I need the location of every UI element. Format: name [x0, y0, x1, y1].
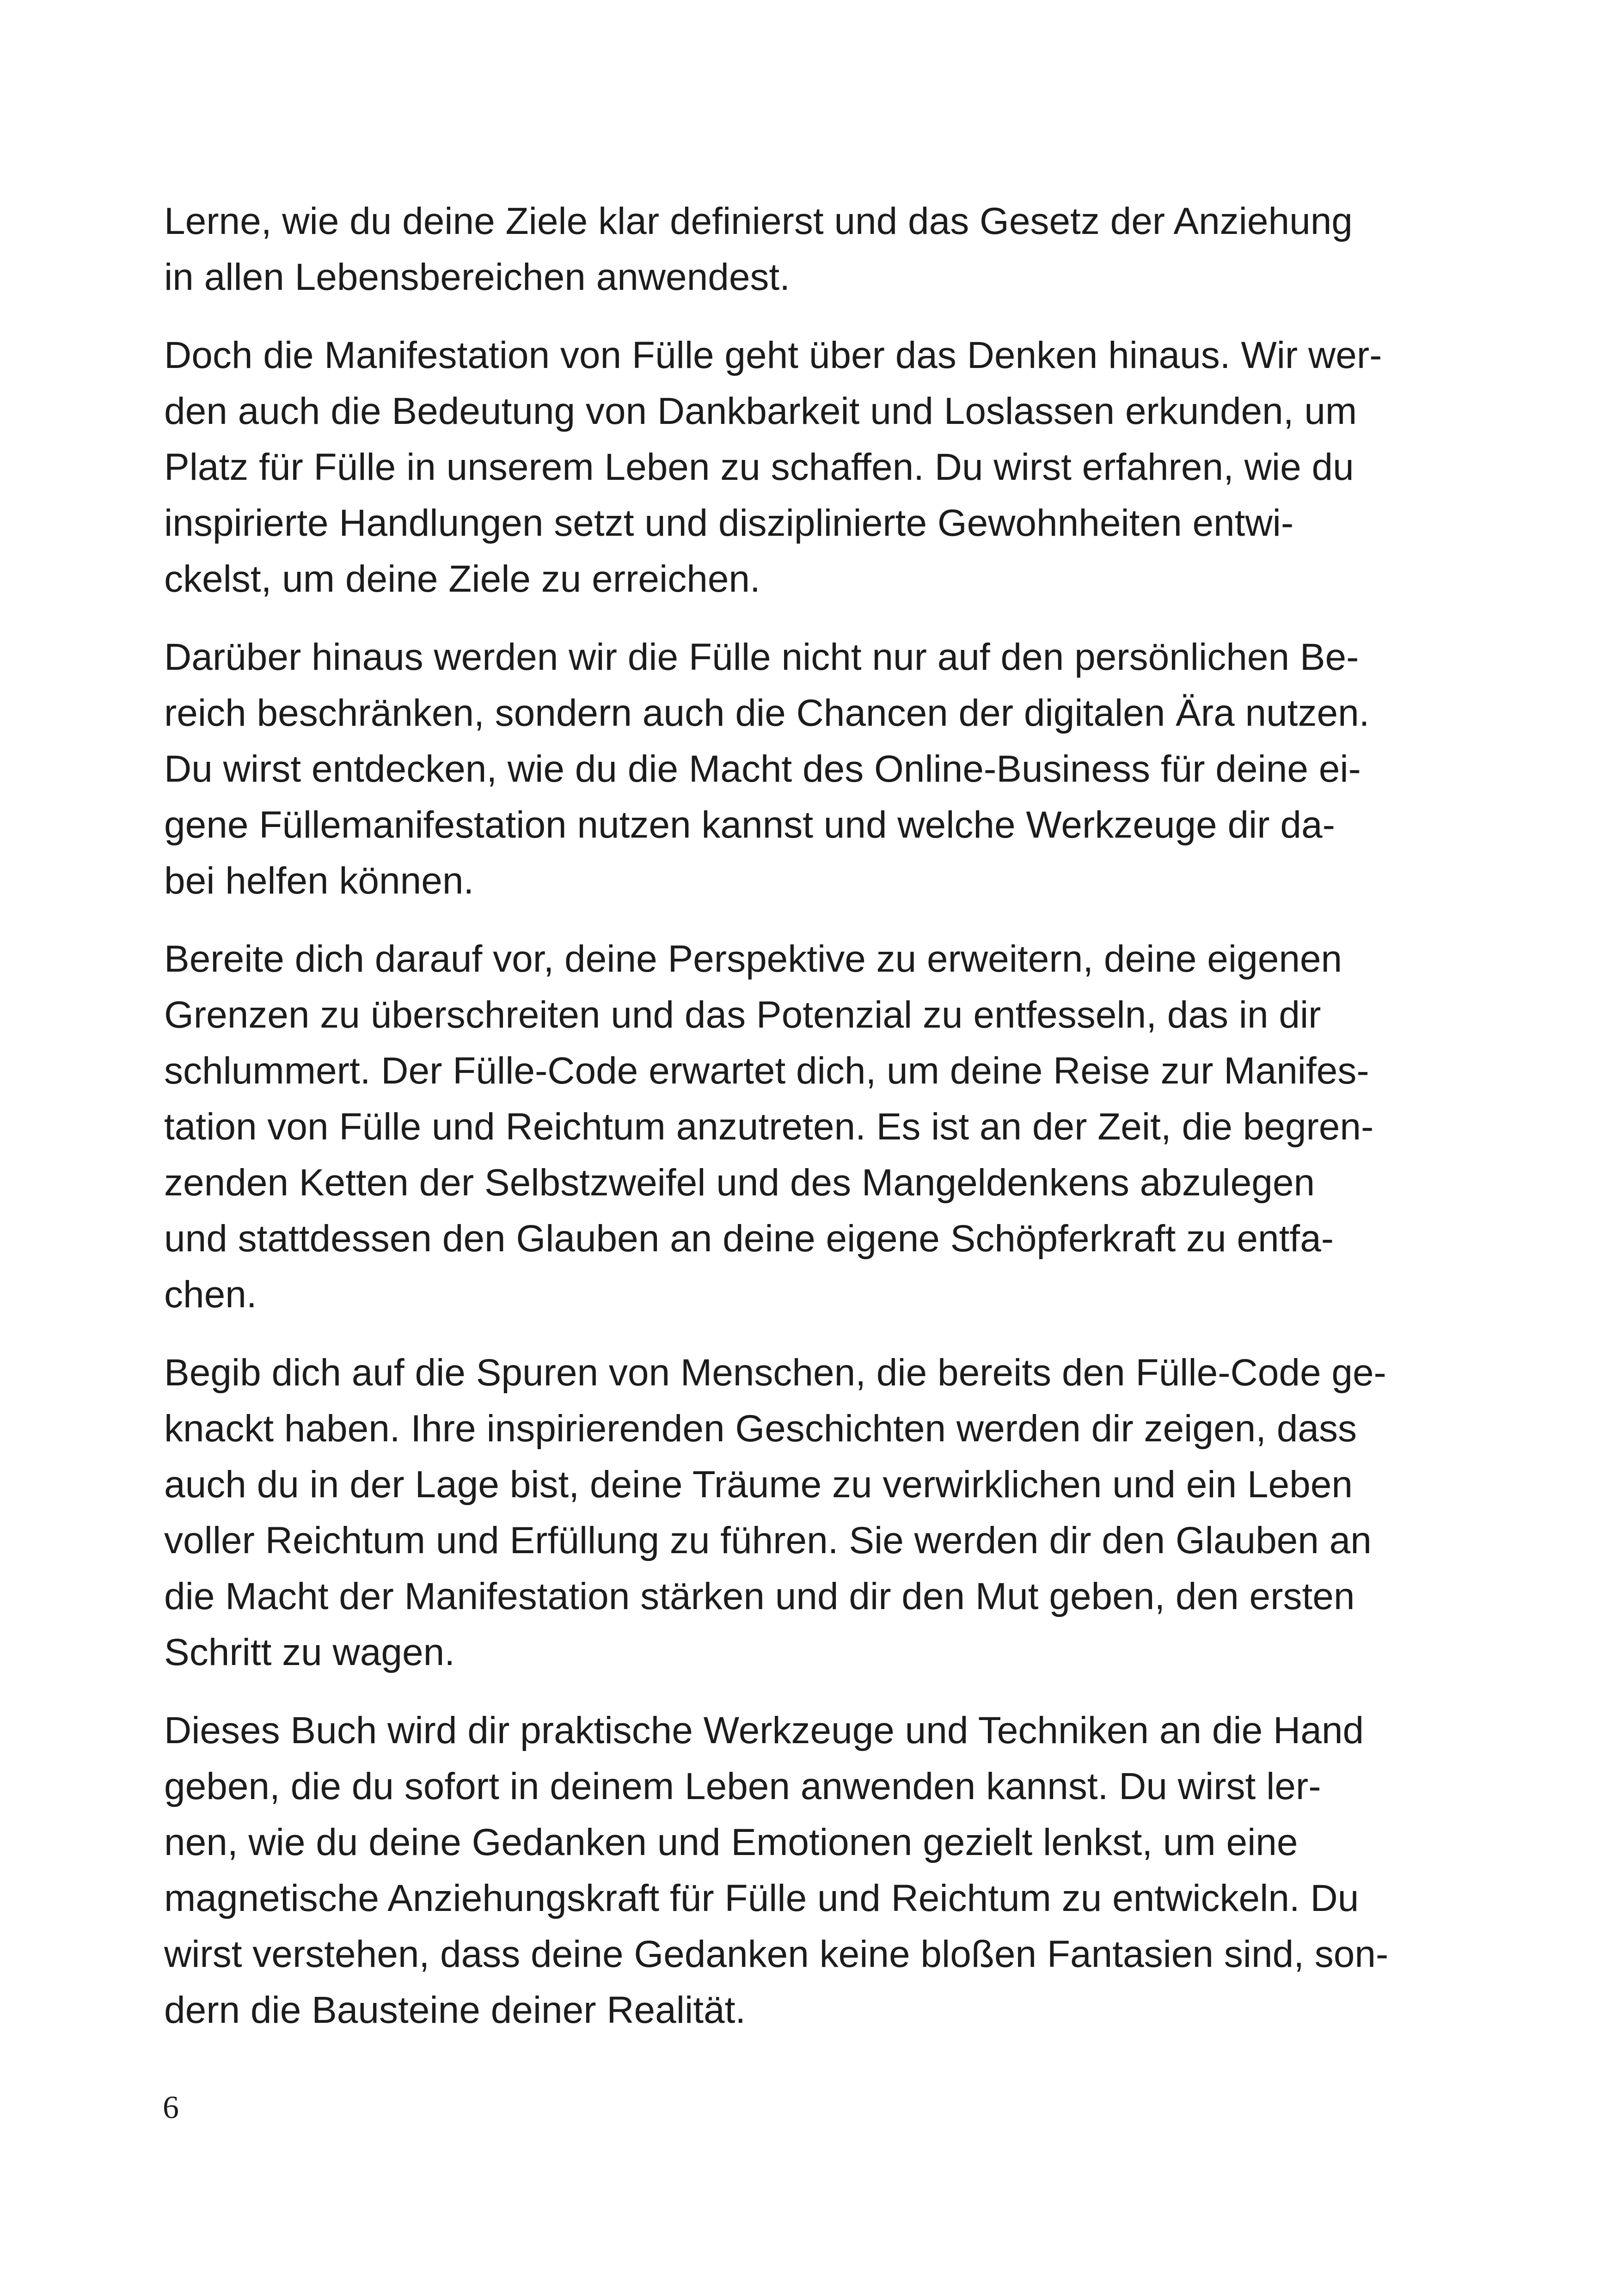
- paragraph: [164, 931, 1440, 1322]
- text-line: voller Reichtum und Erfüllung zu führen. Sie werden dir den Glauben an: [164, 1519, 1372, 1561]
- text-line: auch du in der Lage bist, deine Träume zu verwirklichen und ein Leben: [164, 1463, 1353, 1506]
- text-line: die Macht der Manifestation stärken und dir den Mut geben, den ersten: [164, 1575, 1355, 1617]
- paragraph: [164, 629, 1440, 909]
- text-line: in allen Lebensbereichen anwendest.: [164, 256, 791, 298]
- paragraph: [164, 193, 1440, 305]
- text-line: wirst verstehen, dass deine Gedanken keine bloßen Fantasien sind, son-: [164, 1933, 1389, 1975]
- paragraph: [164, 1345, 1440, 1680]
- text-line: schlummert. Der Fülle-Code erwartet dich, um deine Reise zur Manifes-: [164, 1050, 1369, 1092]
- paragraph: [164, 327, 1440, 607]
- body-text: [164, 193, 1440, 2060]
- text-line: knackt haben. Ihre inspirierenden Geschichten werden dir zeigen, dass: [164, 1408, 1357, 1450]
- text-line: und stattdessen den Glauben an deine eigene Schöpferkraft zu entfa-: [164, 1218, 1334, 1260]
- text-line: Doch die Manifestation von Fülle geht über das Denken hinaus. Wir wer-: [164, 334, 1382, 376]
- page-number: 6: [163, 2090, 179, 2125]
- text-line: Grenzen zu überschreiten und das Potenzial zu entfesseln, das in dir: [164, 994, 1321, 1036]
- text-line: gene Füllemanifestation nutzen kannst und welche Werkzeuge dir da-: [164, 804, 1335, 846]
- text-line: zenden Ketten der Selbstzweifel und des Mangeldenkens abzulegen: [164, 1162, 1315, 1204]
- text-line: inspirierte Handlungen setzt und disziplinierte Gewohnheiten entwi-: [164, 502, 1294, 544]
- text-line: Begib dich auf die Spuren von Menschen, die bereits den Fülle-Code ge-: [164, 1352, 1386, 1394]
- text-line: ckelst, um deine Ziele zu erreichen.: [164, 558, 760, 600]
- text-line: bei helfen können.: [164, 860, 474, 902]
- text-line: tation von Fülle und Reichtum anzutreten. Es ist an der Zeit, die begren-: [164, 1106, 1374, 1148]
- text-line: Bereite dich darauf vor, deine Perspektive zu erweitern, deine eigenen: [164, 938, 1342, 980]
- text-line: nen, wie du deine Gedanken und Emotionen gezielt lenkst, um eine: [164, 1821, 1298, 1863]
- text-line: geben, die du sofort in deinem Leben anwenden kannst. Du wirst ler-: [164, 1765, 1321, 1807]
- text-line: dern die Bausteine deiner Realität.: [164, 1989, 746, 2031]
- text-line: chen.: [164, 1274, 257, 1316]
- text-line: magnetische Anziehungskraft für Fülle und Reichtum zu entwickeln. Du: [164, 1877, 1359, 1919]
- text-line: Du wirst entdecken, wie du die Macht des Online-Business für deine ei-: [164, 748, 1361, 790]
- text-line: den auch die Bedeutung von Dankbarkeit und Loslassen erkunden, um: [164, 390, 1357, 432]
- text-line: Platz für Fülle in unserem Leben zu schaffen. Du wirst erfahren, wie du: [164, 446, 1354, 488]
- text-line: Dieses Buch wird dir praktische Werkzeuge und Techniken an die Hand: [164, 1709, 1364, 1751]
- text-line: reich beschränken, sondern auch die Chancen der digitalen Ära nutzen.: [164, 692, 1370, 734]
- paragraph: [164, 1702, 1440, 2038]
- text-line: Darüber hinaus werden wir die Fülle nicht nur auf den persönlichen Be-: [164, 636, 1359, 678]
- text-line: Lerne, wie du deine Ziele klar definierst und das Gesetz der Anziehung: [164, 200, 1353, 242]
- text-line: Schritt zu wagen.: [164, 1631, 455, 1673]
